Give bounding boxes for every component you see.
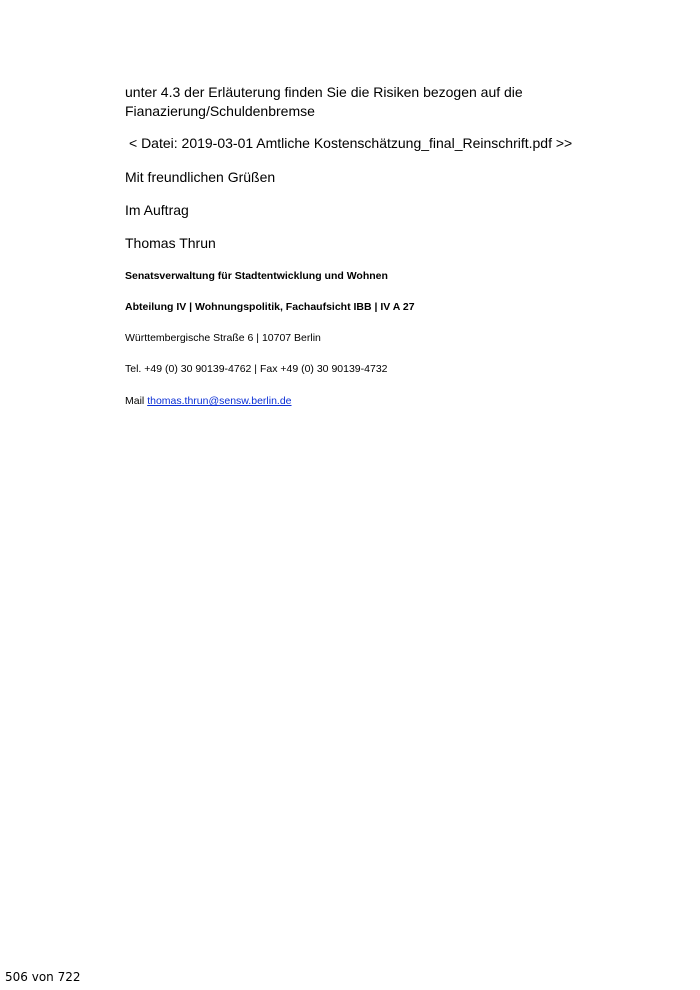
signature-phone: Tel. +49 (0) 30 90139-4762 | Fax +49 (0) 30 90139-4732 — [125, 363, 388, 375]
email-link[interactable]: thomas.thrun@sensw.berlin.de — [147, 395, 292, 407]
signature-organization: Senatsverwaltung für Stadtentwicklung und Wohnen — [125, 270, 388, 282]
sender-name: Thomas Thrun — [125, 235, 216, 251]
signature-mail — [125, 394, 292, 408]
attachment-reference: < Datei: 2019-03-01 Amtliche Kostenschätzung_final_Reinschrift.pdf >> — [129, 135, 573, 151]
signature-department: Abteilung IV | Wohnungspolitik, Fachaufsicht IBB | IV A 27 — [125, 301, 415, 313]
body-paragraph: unter 4.3 der Erläuterung finden Sie die Risiken bezogen auf die Fianazierung/Schuldenbremse — [125, 84, 523, 119]
signature-address: Württembergische Straße 6 | 10707 Berlin — [125, 332, 321, 344]
on-behalf-line: Im Auftrag — [125, 202, 189, 218]
page-number: 506 von 722 — [5, 970, 81, 984]
mail-label: Mail — [125, 395, 145, 407]
closing-greeting: Mit freundlichen Grüßen — [125, 169, 276, 185]
